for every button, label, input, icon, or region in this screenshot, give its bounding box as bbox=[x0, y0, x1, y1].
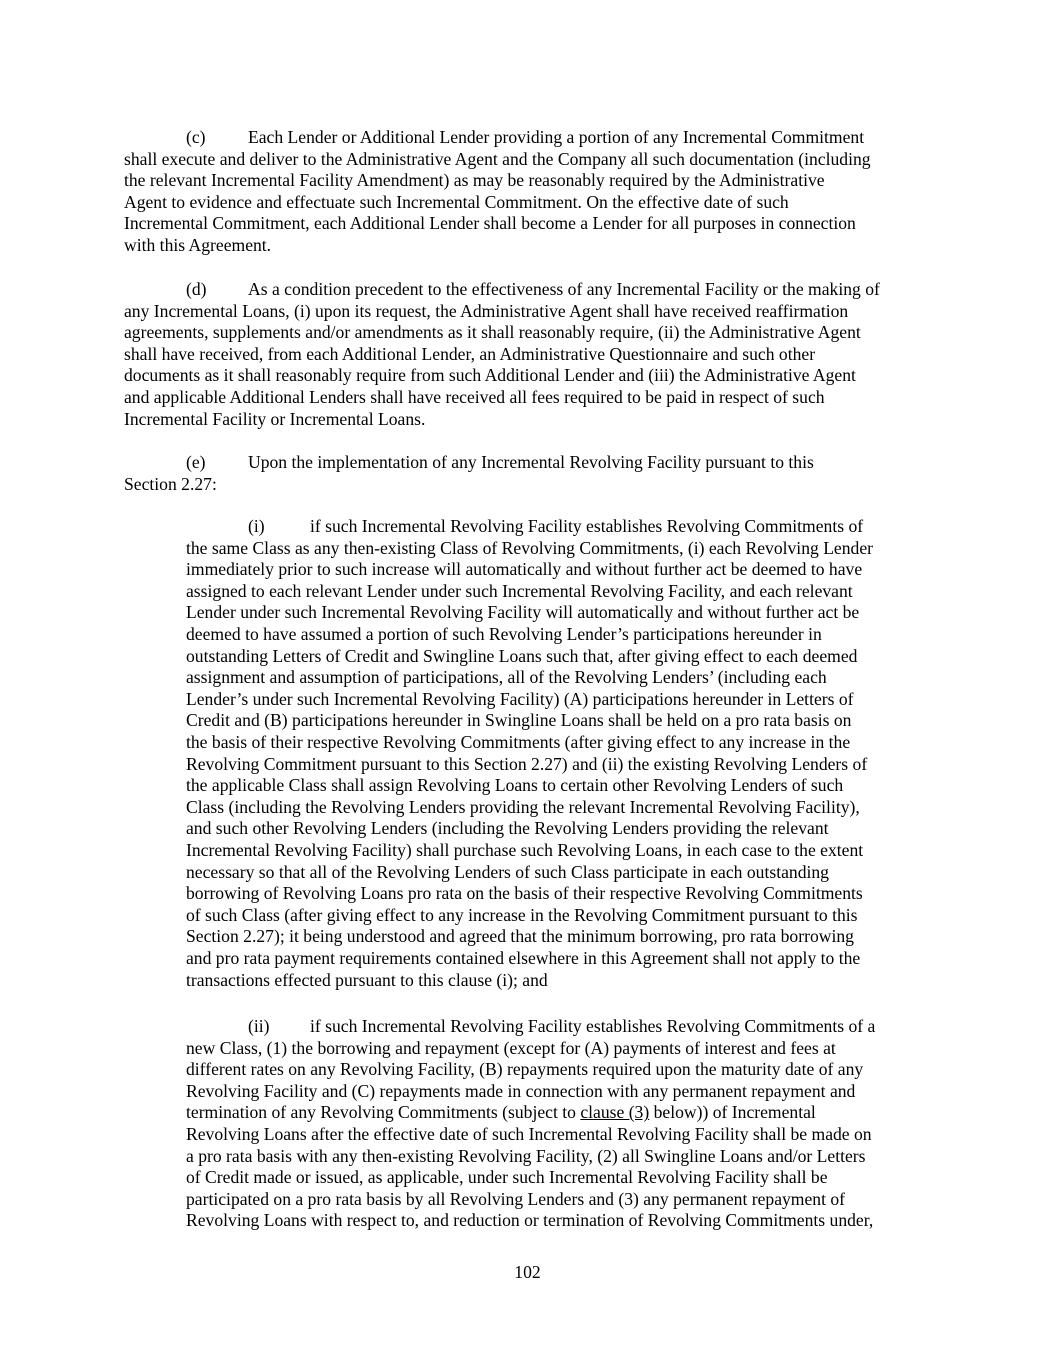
paragraph-d-label: (d) bbox=[186, 279, 207, 299]
paragraph-e-i-line: Credit and (B) participations hereunder in Swingline Loans shall be held on a pro rata basis on bbox=[186, 710, 852, 731]
paragraph-d-line: Incremental Facility or Incremental Loans. bbox=[124, 408, 426, 429]
paragraph-e-ii-line: a pro rata basis with any then-existing Revolving Facility, (2) all Swingline Loans and/or Letters bbox=[186, 1145, 866, 1166]
paragraph-e-label: (e) bbox=[186, 452, 206, 472]
page-number: 102 bbox=[514, 1262, 541, 1282]
paragraph-e-i-line: Lender under such Incremental Revolving Facility will automatically and without further act be bbox=[186, 602, 860, 623]
paragraph-c-line: Incremental Commitment, each Additional Lender shall become a Lender for all purposes in connection bbox=[124, 213, 856, 234]
paragraph-e-i-line: if such Incremental Revolving Facility establishes Revolving Commitments of bbox=[310, 516, 864, 536]
paragraph-d-line: documents as it shall reasonably require from such Additional Lender and (iii) the Administrative Agent bbox=[124, 365, 856, 386]
paragraph-d-line: As a condition precedent to the effectiveness of any Incremental Facility or the making of bbox=[248, 279, 880, 299]
paragraph-e-i-label: (i) bbox=[248, 516, 265, 536]
paragraph-e-ii-line: Revolving Facility and (C) repayments made in connection with any permanent repayment and bbox=[186, 1080, 856, 1101]
paragraph-e-line: Upon the implementation of any Incremental Revolving Facility pursuant to this bbox=[248, 452, 814, 472]
paragraph-e-ii-line bbox=[186, 1102, 816, 1124]
paragraph-d-line: shall have received, from each Additional Lender, an Administrative Questionnaire and such other bbox=[124, 343, 816, 364]
paragraph-c-line: Agent to evidence and effectuate such Incremental Commitment. On the effective date of such bbox=[124, 191, 789, 212]
paragraph-e-i-line: Lender’s under such Incremental Revolving Facility) (A) participations hereunder in Letters of bbox=[186, 688, 854, 709]
paragraph-e-i-line: Revolving Commitment pursuant to this Section 2.27) and (ii) the existing Revolving Lenders of bbox=[186, 753, 868, 774]
paragraph-e-i-line: deemed to have assumed a portion of such Revolving Lender’s participations hereunder in bbox=[186, 624, 822, 644]
paragraph-e-i-line: assignment and assumption of participations, all of the Revolving Lenders’ (including each bbox=[186, 667, 827, 688]
paragraph-e-ii-line: new Class, (1) the borrowing and repayment (except for (A) payments of interest and fees at bbox=[186, 1037, 836, 1058]
paragraph-d-line: any Incremental Loans, (i) upon its request, the Administrative Agent shall have received reaffirmation bbox=[124, 300, 849, 321]
paragraph-e-i-line: of such Class (after giving effect to any increase in the Revolving Commitment pursuant to this bbox=[186, 904, 858, 925]
paragraph-e-i-line: necessary so that all of the Revolving Lenders of such Class participate in each outstanding bbox=[186, 861, 829, 882]
paragraph-e-ii-line: Revolving Loans with respect to, and reduction or termination of Revolving Commitments under, bbox=[186, 1210, 874, 1231]
paragraph-e-ii-label: (ii) bbox=[248, 1016, 270, 1036]
paragraph-e-i-line: and such other Revolving Lenders (including the Revolving Lenders providing the relevant bbox=[186, 818, 829, 839]
clause-3-reference: clause (3) bbox=[580, 1102, 650, 1123]
paragraph-e-i-line: assigned to each relevant Lender under such Incremental Revolving Facility, and each relevant bbox=[186, 580, 853, 601]
paragraph-c-line: Each Lender or Additional Lender providing a portion of any Incremental Commitment bbox=[248, 127, 865, 147]
paragraph-e-i-line: and pro rata payment requirements contained elsewhere in this Agreement shall not apply to the bbox=[186, 948, 861, 968]
paragraph-e-ii-line: different rates on any Revolving Facility, (B) repayments required upon the maturity date of any bbox=[186, 1059, 864, 1080]
paragraph-e-i-line: the applicable Class shall assign Revolving Loans to certain other Revolving Lenders of such bbox=[186, 775, 844, 796]
paragraph-e-ii-line: of Credit made or issued, as applicable, under such Incremental Revolving Facility shall be bbox=[186, 1167, 828, 1188]
paragraph-e-ii-line-head: termination of any Revolving Commitments (subject to bbox=[186, 1102, 581, 1123]
paragraph-e-ii-line: Revolving Loans after the effective date of such Incremental Revolving Facility shall be made on bbox=[186, 1124, 872, 1144]
paragraph-c-label: (c) bbox=[186, 127, 206, 147]
paragraph-d-line: and applicable Additional Lenders shall have received all fees required to be paid in respect of such bbox=[124, 387, 825, 407]
paragraph-e-i-line: transactions effected pursuant to this clause (i); and bbox=[186, 969, 548, 990]
paragraph-e-ii-line: participated on a pro rata basis by all Revolving Lenders and (3) any permanent repayment of bbox=[186, 1188, 846, 1209]
paragraph-c-line: with this Agreement. bbox=[124, 235, 272, 255]
paragraph-d-line: agreements, supplements and/or amendments as it shall reasonably require, (ii) the Administrative Agent bbox=[124, 322, 861, 343]
paragraph-e-ii-line: if such Incremental Revolving Facility establishes Revolving Commitments of a bbox=[310, 1016, 876, 1036]
paragraph-e-line: Section 2.27: bbox=[124, 473, 217, 494]
paragraph-e-i-line: borrowing of Revolving Loans pro rata on the basis of their respective Revolving Commitments bbox=[186, 883, 863, 904]
paragraph-e-ii-line-tail: below)) of Incremental bbox=[649, 1102, 816, 1123]
paragraph-e-i-line: Incremental Revolving Facility) shall purchase such Revolving Loans, in each case to the extent bbox=[186, 840, 864, 860]
paragraph-e-i-line: outstanding Letters of Credit and Swingline Loans such that, after giving effect to each deemed bbox=[186, 645, 858, 666]
paragraph-e-i-line: immediately prior to such increase will automatically and without further act be deemed to have bbox=[186, 559, 863, 580]
paragraph-e-i-line: the same Class as any then-existing Class of Revolving Commitments, (i) each Revolving Lender bbox=[186, 537, 874, 558]
paragraph-e-i-line: Section 2.27); it being understood and agreed that the minimum borrowing, pro rata borrowing bbox=[186, 926, 854, 947]
paragraph-c-line: shall execute and deliver to the Administrative Agent and the Company all such documentation (including bbox=[124, 148, 871, 169]
paragraph-e-i-line: Class (including the Revolving Lenders providing the relevant Incremental Revolving Facility), bbox=[186, 796, 860, 817]
paragraph-e-i-line: the basis of their respective Revolving Commitments (after giving effect to any increase in the bbox=[186, 732, 851, 752]
paragraph-c-line: the relevant Incremental Facility Amendment) as may be reasonably required by the Administrative bbox=[124, 170, 825, 191]
